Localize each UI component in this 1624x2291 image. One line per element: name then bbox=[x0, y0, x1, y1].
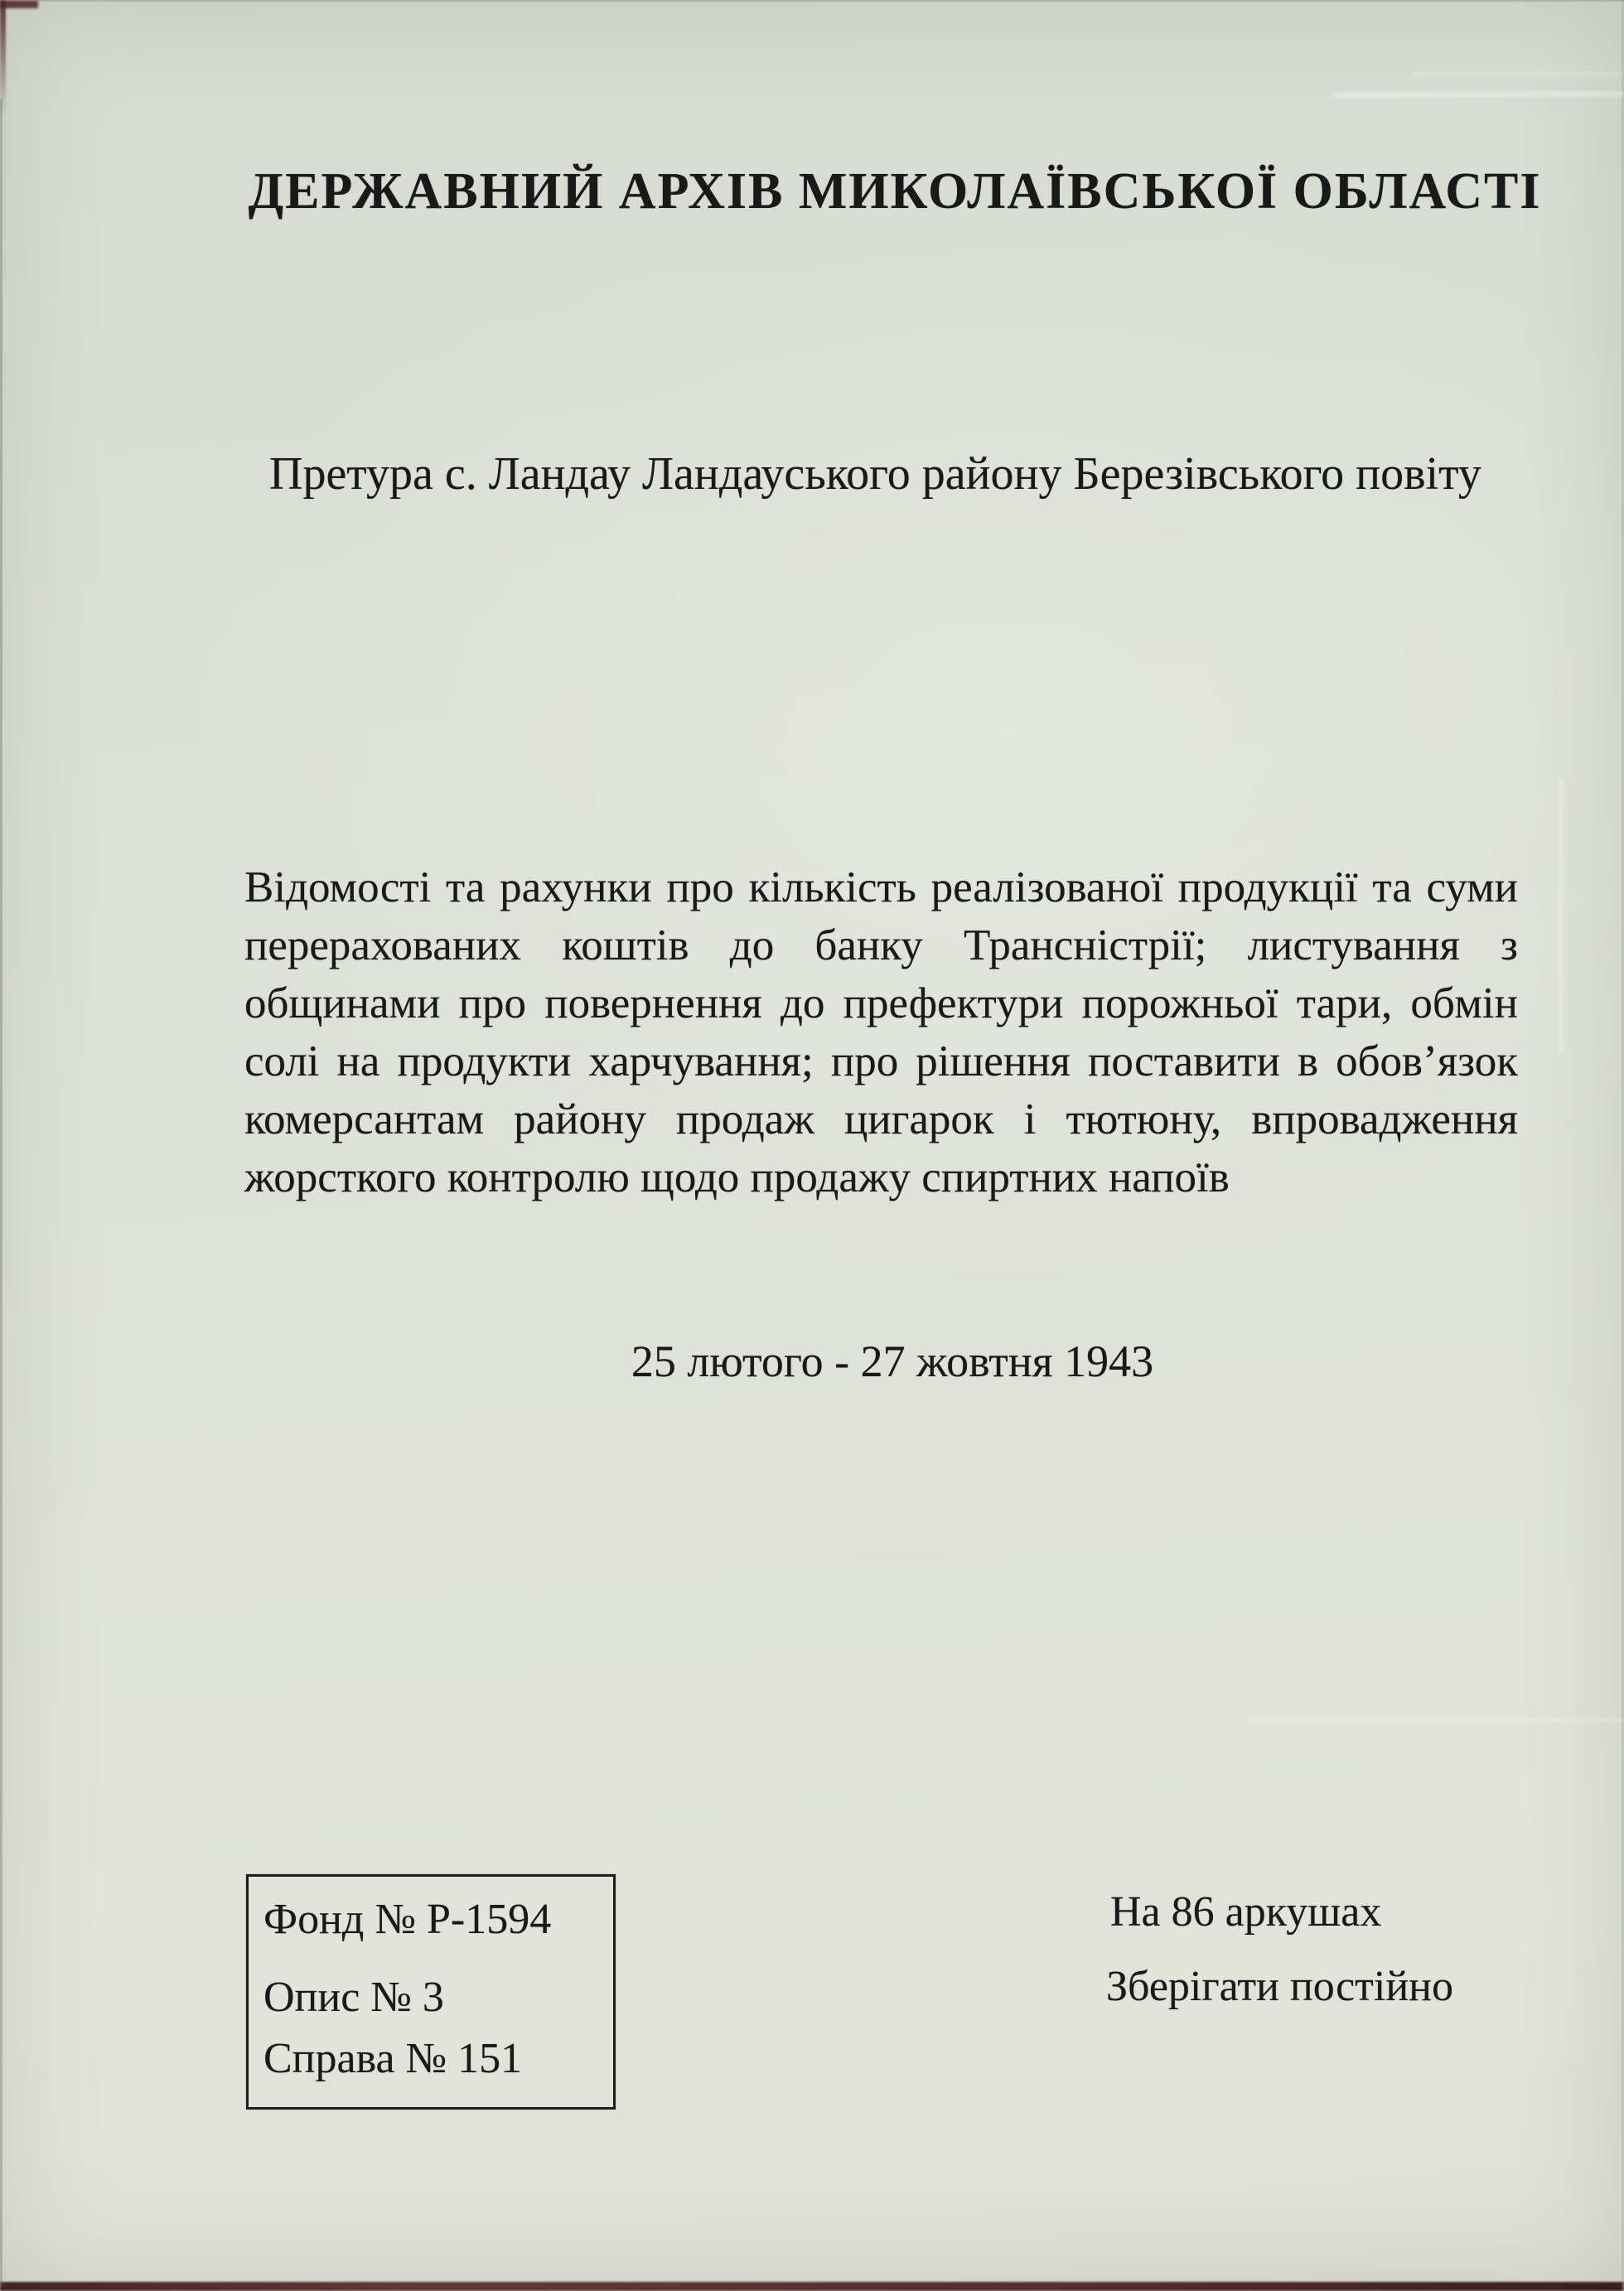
scan-edge-top-left bbox=[0, 0, 38, 8]
sprava-number-line: Справа № 151 bbox=[263, 2035, 523, 2082]
scan-edge-left-top bbox=[0, 0, 6, 116]
paper-crease bbox=[1559, 779, 1563, 1052]
fond-creator-line: Претура с. Ландау Ландауського району Березівського повіту bbox=[269, 448, 1481, 500]
sheets-count-note: На 86 аркушах bbox=[1110, 1888, 1382, 1936]
archive-title: ДЕРЖАВНИЙ АРХІВ МИКОЛАЇВСЬКОЇ ОБЛАСТІ bbox=[248, 163, 1542, 220]
paper-crease bbox=[1334, 92, 1624, 97]
scan-edge-left-line bbox=[0, 99, 2, 2287]
paper-crease bbox=[1243, 1719, 1624, 1722]
paper-crease bbox=[1413, 73, 1624, 75]
fond-number-line: Фонд № Р-1594 bbox=[263, 1896, 552, 1943]
opys-number-line: Опис № 3 bbox=[263, 1974, 444, 2021]
date-range: 25 лютого - 27 жовтня 1943 bbox=[631, 1336, 1154, 1386]
storage-term-note: Зберігати постійно bbox=[1106, 1963, 1453, 2010]
scan-edge-bottom bbox=[0, 2282, 1624, 2291]
reference-box bbox=[246, 1874, 616, 2110]
scan-edge-top-line bbox=[0, 0, 1624, 2]
case-description: Відомості та рахунки про кількість реалізованої продукції та суми перерахованих коштів до банку Трансністрії; листування з общинами про повернення до префектури порожньої тари, обмін солі на продукти харчування; про рішення поставити в обов’язок комерсантам району продаж цигарок і тютюну, впровадження жорсткого контролю щодо продажу спиртних напоїв bbox=[244, 863, 1518, 1201]
